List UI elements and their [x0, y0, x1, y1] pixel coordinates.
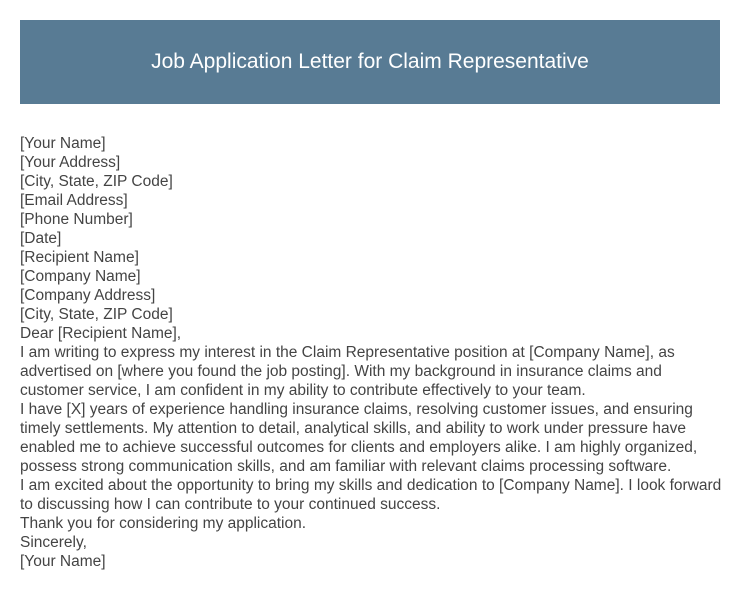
recipient-name: [Recipient Name]	[20, 249, 139, 266]
sender-name: [Your Name]	[20, 135, 106, 152]
sender-city-state-zip: [City, State, ZIP Code]	[20, 173, 173, 190]
letter-body	[20, 134, 725, 571]
sender-phone: [Phone Number]	[20, 211, 133, 228]
recipient-company-address: [Company Address]	[20, 287, 156, 304]
salutation: Dear [Recipient Name],	[20, 325, 182, 342]
paragraph-closing: I am excited about the opportunity to bring my skills and dedication to [Company Name]. I look forward to discussing how I can contribute to your continued success.	[20, 477, 722, 513]
recipient-city-state-zip: [City, State, ZIP Code]	[20, 306, 173, 323]
paragraph-intro: I am writing to express my interest in the Claim Representative position at [Company Name], as advertised on [where you found the job posting]. With my background in insurance claims and customer service, I am confident in my ability to contribute effectively to your team.	[20, 344, 675, 399]
letter-date: [Date]	[20, 230, 62, 247]
page-header	[20, 20, 720, 104]
paragraph-thanks: Thank you for considering my application.	[20, 515, 307, 532]
recipient-company: [Company Name]	[20, 268, 141, 285]
sender-email: [Email Address]	[20, 192, 128, 209]
signature: [Your Name]	[20, 553, 106, 570]
paragraph-experience: I have [X] years of experience handling insurance claims, resolving customer issues, and ensuring timely settlements. My attention to detail, analytical skills, and ability to work under pressure have enabled me to achieve successful outcomes for clients and employers alike. I am highly organized, possess strong communication skills, and am familiar with relevant claims processing software.	[20, 401, 698, 475]
sender-address: [Your Address]	[20, 154, 121, 171]
closing: Sincerely,	[20, 534, 87, 551]
page-title: Job Application Letter for Claim Representative	[151, 50, 589, 73]
